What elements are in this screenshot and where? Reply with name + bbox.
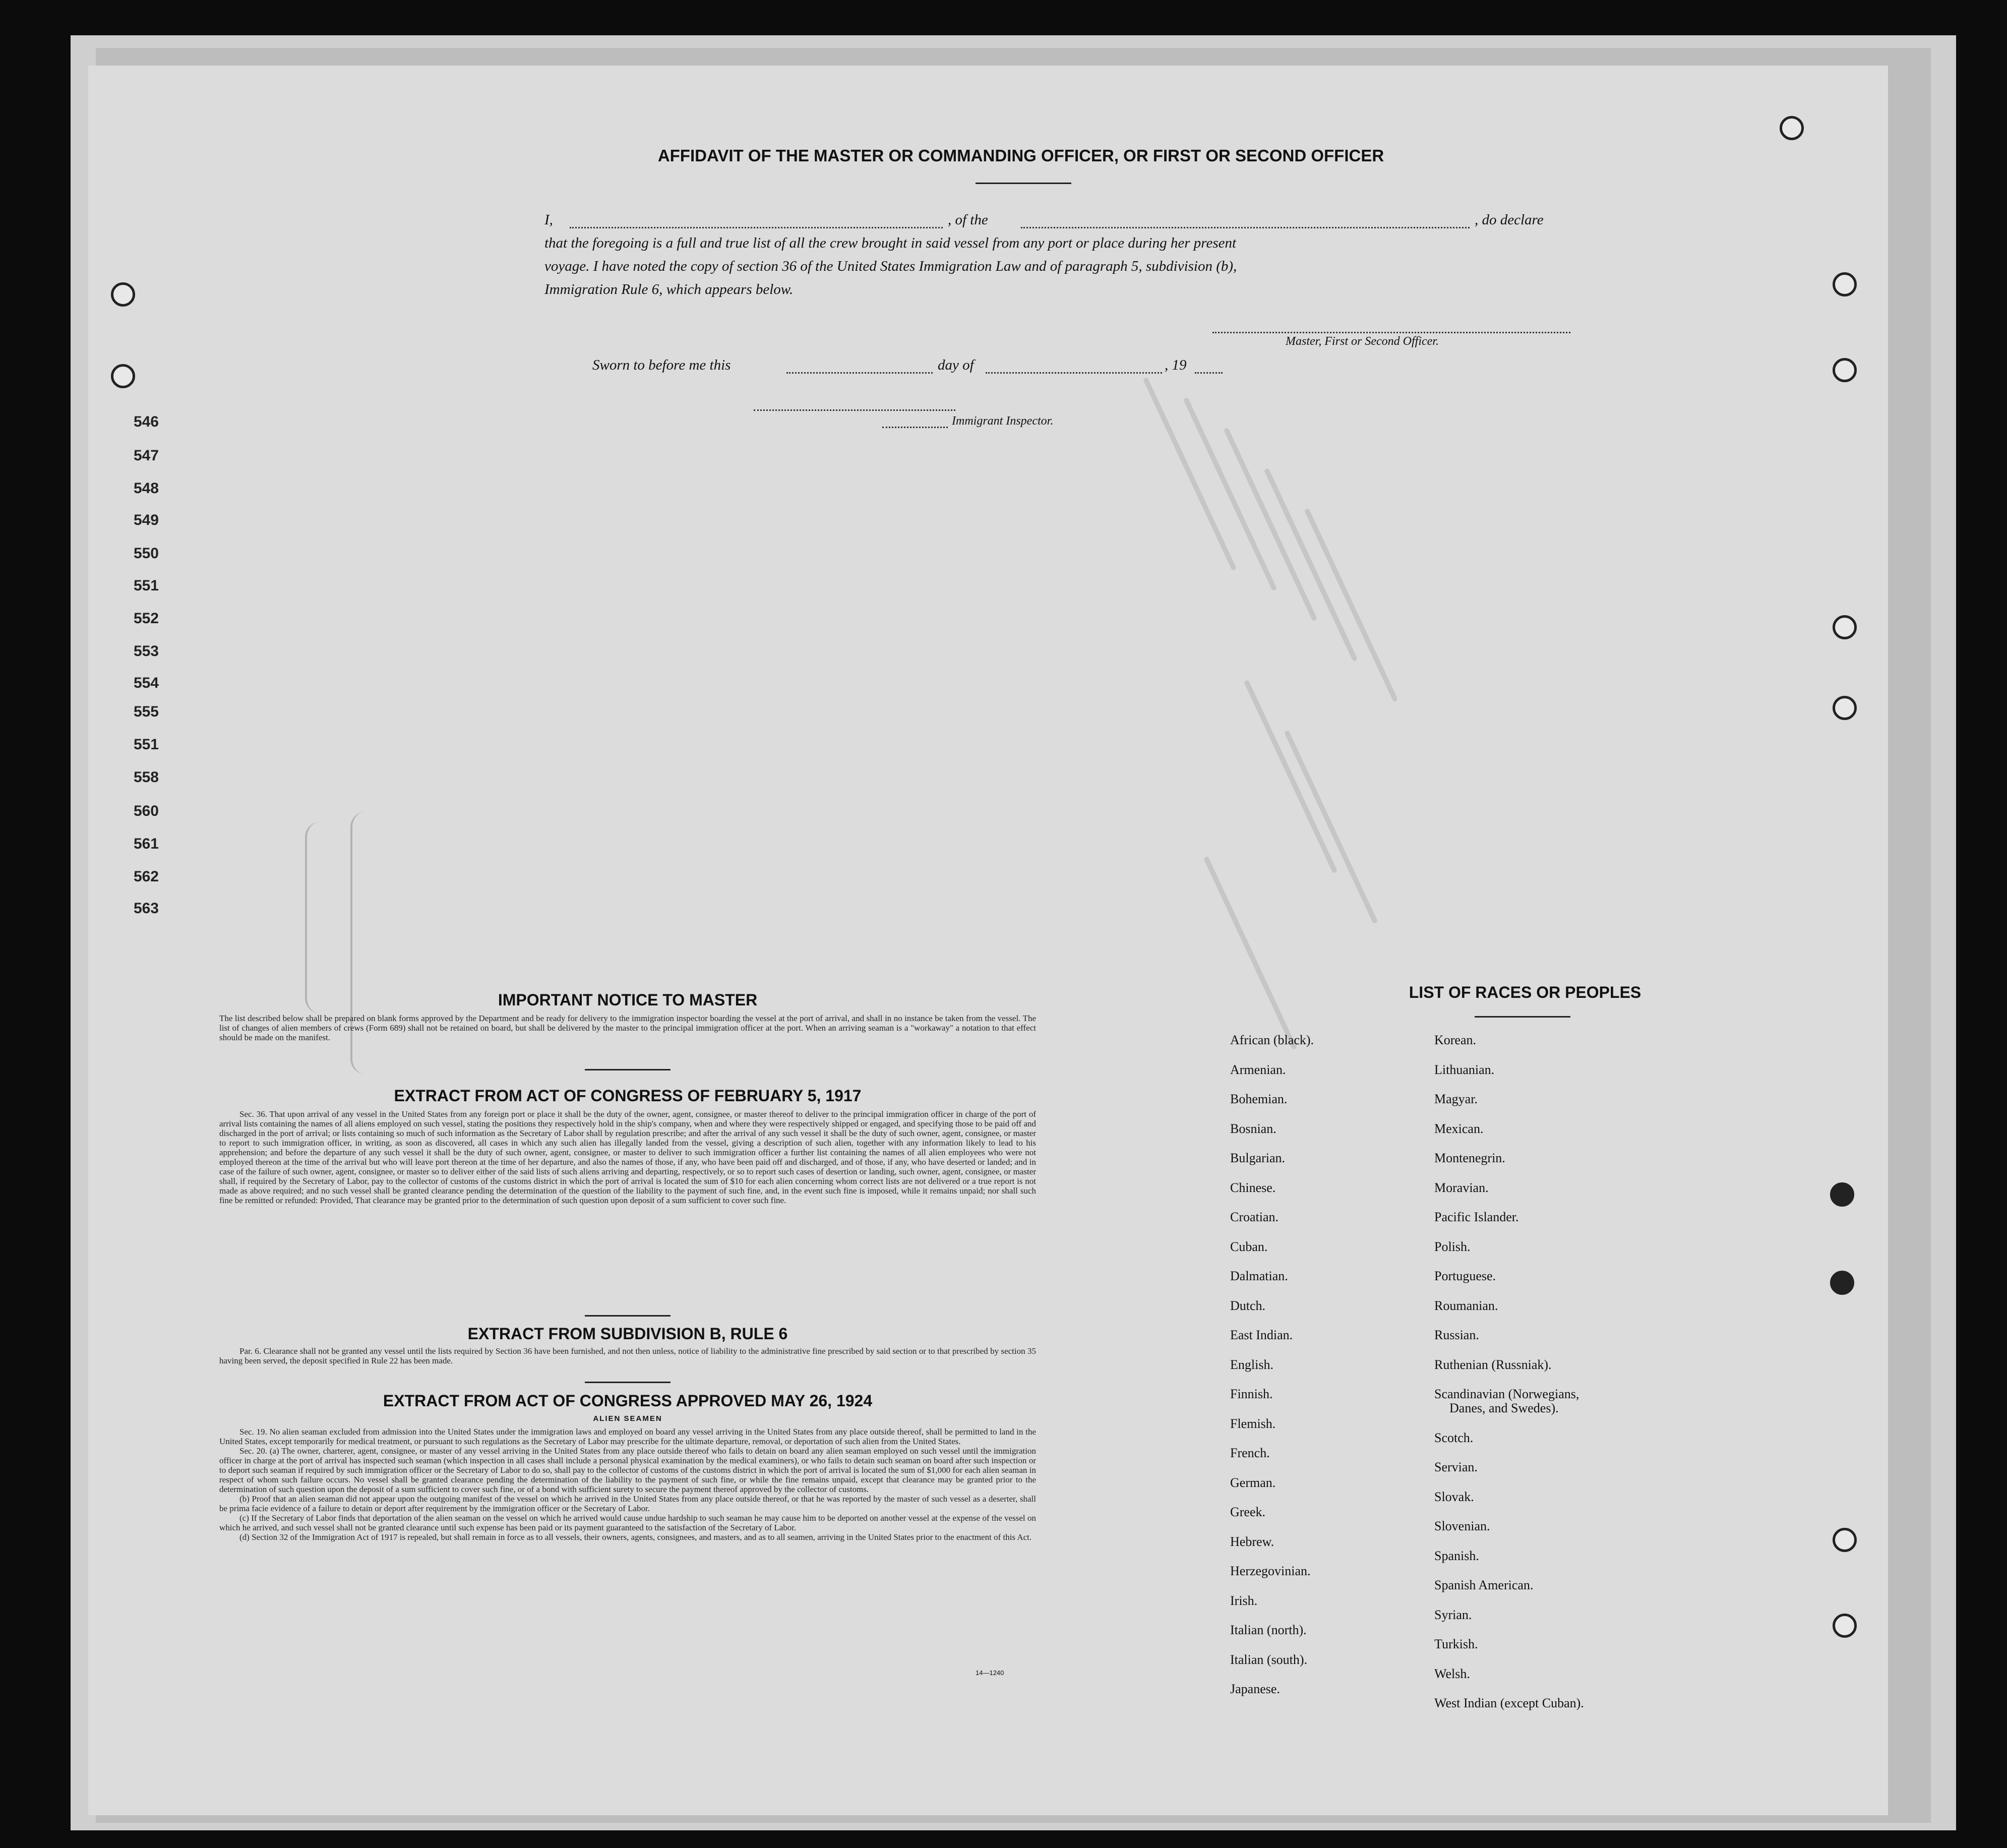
race-entry: Roumanian. (1434, 1298, 1498, 1313)
pencil-stroke (1264, 468, 1358, 662)
sworn-year-blank[interactable] (1195, 372, 1223, 374)
race-entry: Portuguese. (1434, 1269, 1496, 1283)
binder-hole (1833, 696, 1857, 720)
inspector-label-dots (882, 427, 948, 428)
extract-1924-paragraph: Sec. 19. No alien seaman excluded from admission into the United States under the immigration laws and employed on board any vessel arriving in the United States from any place outside thereof, shall be permitted to land in the United States, except temporarily for medical treatment, or pursuant to such regulations as the Secretary of Labor may prescribe for the ultimate departure, removal, or deportation of such alien from the United States. (219, 1427, 1036, 1446)
row-number: 555 (133, 703, 159, 720)
race-entry: Ruthenian (Russniak). (1434, 1357, 1552, 1372)
race-entry: Scandinavian (Norwegians, (1434, 1387, 1579, 1401)
race-entry: Japanese. (1230, 1682, 1280, 1696)
title-rule (976, 183, 1071, 184)
important-notice-title: IMPORTANT NOTICE TO MASTER (498, 991, 758, 1009)
binder-hole (1830, 1271, 1854, 1295)
race-entry: Lithuanian. (1434, 1062, 1495, 1077)
race-entry: Slovak. (1434, 1489, 1474, 1504)
race-entry: Cuban. (1230, 1239, 1268, 1254)
race-entry: Korean. (1434, 1033, 1477, 1047)
extract-1917-title: EXTRACT FROM ACT OF CONGRESS OF FEBRUARY 5, 1917 (394, 1087, 862, 1105)
pencil-stroke (1203, 856, 1298, 1050)
race-entry: German. (1230, 1475, 1276, 1490)
race-entry: Slovenian. (1434, 1519, 1490, 1533)
race-entry: Bosnian. (1230, 1121, 1276, 1136)
sworn-line (592, 357, 1349, 374)
row-number: 551 (133, 736, 159, 753)
row-number: 546 (133, 413, 159, 430)
row-number: 550 (133, 545, 159, 562)
race-entry: Polish. (1434, 1239, 1471, 1254)
race-entry: French. (1230, 1446, 1270, 1460)
sworn-day: day of (938, 357, 974, 373)
affidavit-line2: that the foregoing is a full and true list of all the crew brought in said vessel from any port or place during her present (544, 235, 1237, 251)
section-rule (585, 1069, 671, 1070)
master-label: Master, First or Second Officer. (1286, 335, 1439, 348)
section-rule (585, 1315, 671, 1317)
race-entry: Danes, and Swedes). (1449, 1401, 1559, 1415)
race-entry: Greek. (1230, 1505, 1266, 1519)
race-entry: Italian (north). (1230, 1623, 1307, 1637)
row-number: 547 (133, 447, 159, 464)
row-number: 552 (133, 610, 159, 627)
important-notice-body: The list described below shall be prepared on blank forms approved by the Department and be ready for delivery to the immigration inspector boarding the vessel at the port of arrival, and shall in no instance be taken from the vessel. The list of changes of alien members of crews (Form 689) shall not be retained on board, but shall be delivered by the master to the principal immigration officer at the port. When an arriving seaman is a "workaway" a notation to that effect should be made on the manifest. (219, 1014, 1036, 1042)
race-entry: Flemish. (1230, 1416, 1276, 1431)
sworn-day-blank[interactable] (786, 372, 933, 374)
affidavit-declare: , do declare (1475, 212, 1544, 228)
sworn-year: , 19 (1165, 357, 1187, 373)
name-blank[interactable] (570, 227, 943, 228)
sworn-prefix: Sworn to before me this (592, 357, 731, 373)
race-entry: Scotch. (1434, 1430, 1474, 1445)
extract-1917-body: Sec. 36. That upon arrival of any vessel in the United States from any foreign port or place it shall be the duty of the owner, agent, consignee, or master thereof to deliver to the principal immigration officer in charge of the port of arrival lists containing the names of all aliens employed on such vessel, stating the positions they respectively hold in the ship's company, when and where they were respectively shipped or engaged, and specifying those to be paid off and discharged in the port of arrival; or lists containing so much of such information as the Secretary of Labor shall by regulation prescribe; and after the arrival of any such vessel it shall be the duty of such owner, agent, consignee, or master to report to such immigration officer, in writing, as soon as discovered, all cases in which any such alien has illegally landed from the vessel, giving a description of such alien, together with any information likely to lead to his apprehension; and before the departure of any such vessel it shall be the duty of such owner, agent, consignee, or master to deliver to such immigration officer a further list containing the names of all alien employees who were not employed thereon at the time of the arrival but who will leave port thereon at the time of her departure, and also the names of those, if any, who have been paid off and discharged, and of those, if any, who have deserted or landed; and in case of the failure of such owner, agent, consignee, or master so to deliver either of the said lists of such aliens arriving and departing, respectively, or so to report such cases of desertion or landing, such owner, agent, consignee, or master shall, if required by the Secretary of Labor, pay to the collector of customs of the customs district in which the port of arrival is located the sum of $10 for each alien concerning whom correct lists are not delivered or a true report is not made as above required; and no such vessel shall be granted clearance pending the determination of the question of the liability to the payment of such fine, and, in the event such fine is imposed, while it remains unpaid; nor shall such fine be remitted or refunded: Provided, That clearance may be granted prior to the determination of such question upon deposit of a sum sufficient to cover such fine. (219, 1109, 1036, 1205)
race-entry: East Indian. (1230, 1328, 1293, 1342)
affidavit-line1 (544, 212, 1578, 228)
row-number: 560 (133, 803, 159, 819)
row-number: 561 (133, 836, 159, 852)
race-entry: Servian. (1434, 1460, 1478, 1474)
race-entry: Chinese. (1230, 1180, 1276, 1195)
race-entry: Armenian. (1230, 1062, 1286, 1077)
form-number: 14—1240 (976, 1669, 1004, 1677)
race-entry: Hebrew. (1230, 1534, 1274, 1549)
extract-1924-paragraph: (b) Proof that an alien seaman did not appear upon the outgoing manifest of the vessel on which he arrived in the United States from any place outside thereof, or that he was reported by the master of such vessel as a deserter, shall be prima facie evidence of a failure to detain or deport after requirement by the immigration officer or the Secretary of Labor. (219, 1494, 1036, 1513)
race-entry: Dalmatian. (1230, 1269, 1288, 1283)
race-entry: Montenegrin. (1434, 1151, 1505, 1165)
race-entry: Bulgarian. (1230, 1151, 1286, 1165)
races-title: LIST OF RACES OR PEOPLES (1409, 983, 1641, 1001)
race-entry: Croatian. (1230, 1210, 1279, 1224)
race-entry: English. (1230, 1357, 1273, 1372)
row-number: 562 (133, 868, 159, 885)
extract-1924-paragraph: (c) If the Secretary of Labor finds that deportation of the alien seaman on the vessel on which he arrived would cause undue hardship to such seaman he may cause him to be deported on another vessel at the expense of the vessel on which he arrived, and such vessel shall not be granted clearance until such expense has been paid or its payment guaranteed to the satisfaction of the Secretary of Labor. (219, 1513, 1036, 1532)
extract-rule6-body: Par. 6. Clearance shall not be granted any vessel until the lists required by Section 36 have been furnished, and not then unless, notice of liability to the administrative fine prescribed by said section or to that prescribed by section 35 having been served, the deposit specified in Rule 22 has been made. (219, 1346, 1036, 1365)
pencil-stroke (1304, 508, 1398, 702)
inspector-label: Immigrant Inspector. (952, 414, 1054, 428)
vessel-blank[interactable] (1021, 227, 1470, 228)
binder-hole (1833, 615, 1857, 639)
race-entry: Herzegovinian. (1230, 1564, 1311, 1578)
affidavit-title: AFFIDAVIT OF THE MASTER OR COMMANDING OFFICER, OR FIRST OR SECOND OFFICER (657, 146, 1384, 165)
row-number: 548 (133, 480, 159, 497)
inspector-signature-blank[interactable] (754, 409, 955, 411)
race-entry: Moravian. (1434, 1180, 1489, 1195)
binder-hole (111, 364, 135, 388)
extract-1924-subtitle: ALIEN SEAMEN (593, 1414, 662, 1423)
race-entry: Spanish American. (1434, 1578, 1534, 1592)
binder-hole (1833, 358, 1857, 382)
race-entry: Spanish. (1434, 1548, 1479, 1563)
affidavit-line4: Immigration Rule 6, which appears below. (544, 281, 794, 297)
binder-hole (1780, 116, 1804, 140)
race-entry: Welsh. (1434, 1666, 1470, 1681)
affidavit-i: I, (544, 212, 553, 228)
binder-hole (1830, 1182, 1854, 1207)
pencil-stroke (1224, 428, 1318, 622)
race-entry: Magyar. (1434, 1092, 1478, 1106)
extract-rule6-title: EXTRACT FROM SUBDIVISION B, RULE 6 (467, 1325, 788, 1343)
binder-hole (1833, 1528, 1857, 1552)
section-rule (585, 1382, 671, 1383)
pencil-stroke (1284, 730, 1378, 924)
race-entry: Turkish. (1434, 1637, 1478, 1651)
race-entry: West Indian (except Cuban). (1434, 1696, 1584, 1710)
row-number: 563 (133, 900, 159, 917)
binder-hole (1833, 1614, 1857, 1638)
races-title-rule (1475, 1016, 1570, 1018)
race-entry: Mexican. (1434, 1121, 1484, 1136)
extract-1924-paragraph: Sec. 20. (a) The owner, charterer, agent, consignee, or master of any vessel arriving in the United States from any place outside thereof who fails to detain on board any alien seaman employed on such vessel until the immigration officer in charge at the port of arrival has inspected such seaman (which inspection in all cases shall include a personal physical examination by the medical examiners), or who fails to detain such seaman on board after such inspection or to deport such seaman if required by such immigration officer or the Secretary of Labor to do so, shall pay to the collector of customs of the customs district in which the port of arrival is located the sum of $1,000 for each alien seaman in respect of whom such failure occurs. No vessel shall be granted clearance pending the determination of the liability to the payment of such fine, or while the fine remains unpaid, except that clearance may be granted prior to the determination of such question upon the deposit of a sum sufficient to cover such fine, or of a bond with sufficient surety to secure the payment thereof approved by the collector of customs. (219, 1446, 1036, 1494)
race-entry: Syrian. (1434, 1607, 1472, 1622)
extract-1924-title: EXTRACT FROM ACT OF CONGRESS APPROVED MAY 26, 1924 (383, 1392, 873, 1410)
pencil-stroke (1244, 680, 1338, 874)
race-entry: Bohemian. (1230, 1092, 1288, 1106)
document-page (88, 66, 1888, 1815)
race-entry: Italian (south). (1230, 1652, 1308, 1667)
race-entry: Pacific Islander. (1434, 1210, 1519, 1224)
master-signature-blank[interactable] (1212, 332, 1570, 333)
row-number: 554 (133, 675, 159, 691)
race-entry: Dutch. (1230, 1298, 1266, 1313)
row-number: 553 (133, 643, 159, 660)
extract-1924-body (219, 1427, 1036, 1542)
row-number: 551 (133, 577, 159, 594)
sworn-month-blank[interactable] (986, 372, 1162, 374)
affidavit-line3: voyage. I have noted the copy of section 36 of the United States Immigration Law and of paragraph 5, subdivision (b), (544, 258, 1237, 274)
race-entry: Russian. (1434, 1328, 1479, 1342)
extract-1924-paragraph: (d) Section 32 of the Immigration Act of 1917 is repealed, but shall remain in force as to all vessels, their owners, agents, consignees, and masters, and as to all seamen, arriving in the United States prior to the enactment of this Act. (239, 1532, 1032, 1542)
binder-hole (1833, 272, 1857, 296)
race-entry: African (black). (1230, 1033, 1314, 1047)
affidavit-of-the: , of the (948, 212, 988, 228)
row-number: 558 (133, 769, 159, 786)
race-entry: Finnish. (1230, 1387, 1273, 1401)
row-number: 549 (133, 512, 159, 528)
race-entry: Irish. (1230, 1593, 1258, 1608)
handwritten-margin-note (305, 822, 337, 1014)
binder-hole (111, 282, 135, 307)
